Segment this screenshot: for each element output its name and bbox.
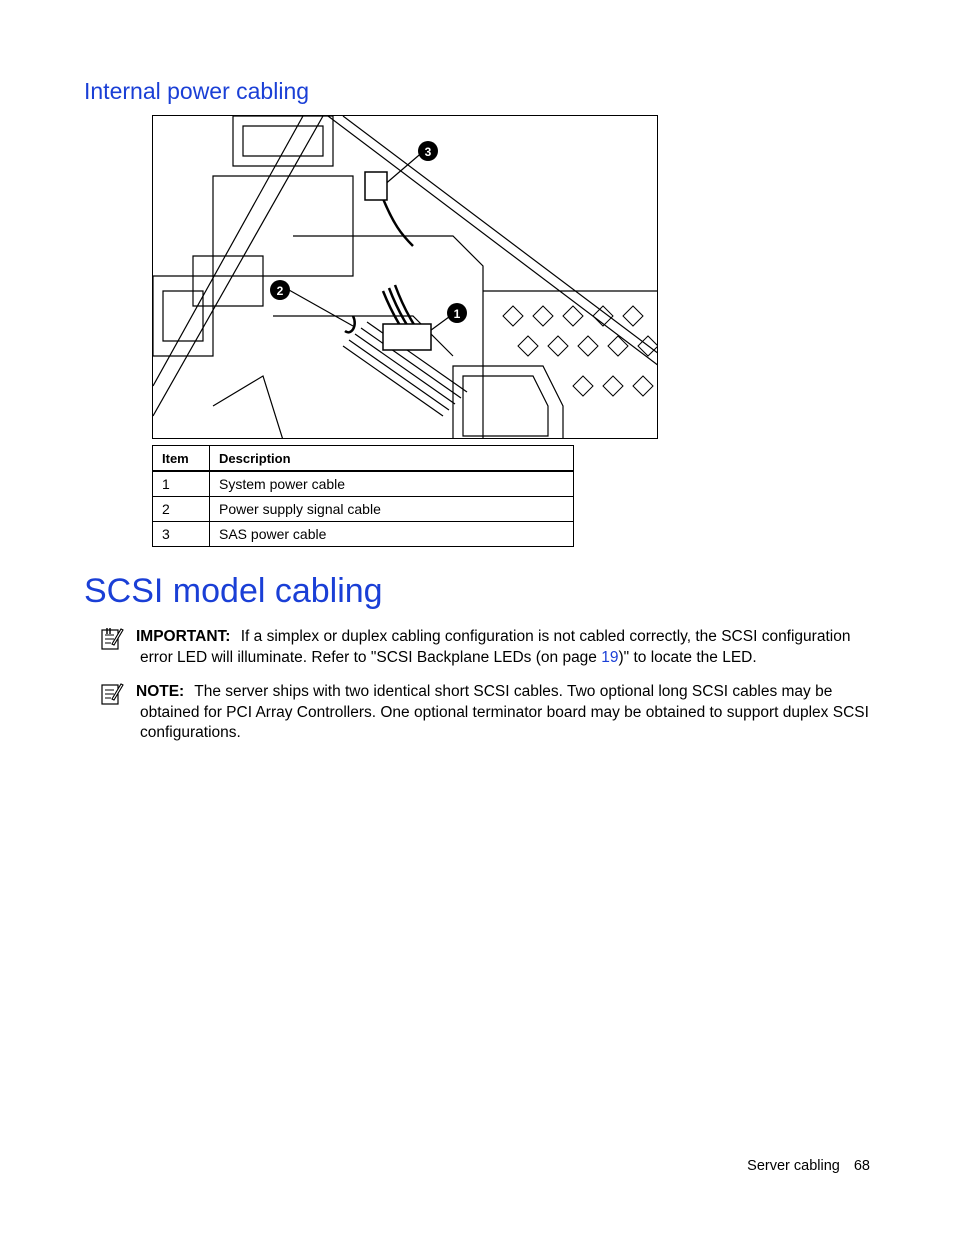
important-note-icon — [100, 627, 124, 651]
item-description: SAS power cable — [210, 522, 574, 547]
important-label: IMPORTANT: — [136, 628, 231, 645]
note-body: The server ships with two identical short SCSI cables. Two optional long SCSI cables may be obtained for PCI Array Controllers. One optional terminator board may be obtained to support duplex SCSI configurations. — [140, 683, 869, 741]
item-description: Power supply signal cable — [210, 497, 574, 522]
svg-text:1: 1 — [453, 307, 461, 321]
table-row — [153, 471, 574, 497]
column-header-description: Description — [210, 446, 574, 472]
svg-text:3: 3 — [424, 145, 432, 159]
note-icon — [100, 682, 124, 706]
callout-2 — [270, 280, 290, 300]
footer-page-number: 68 — [853, 1158, 870, 1174]
column-header-item: Item — [153, 446, 210, 472]
callout-1 — [447, 303, 467, 323]
page-footer — [747, 1158, 870, 1174]
table-row — [153, 497, 574, 522]
table-header-row — [153, 446, 574, 472]
item-number: 3 — [153, 522, 210, 547]
important-body-end: )" to locate the LED. — [618, 648, 757, 666]
svg-text:2: 2 — [276, 284, 284, 298]
item-description: System power cable — [210, 471, 574, 497]
note-text — [136, 682, 880, 744]
item-number: 2 — [153, 497, 210, 522]
important-body-start: If a simplex or duplex cabling configuration is not cabled correctly, the SCSI configuration error LED will illuminate. Refer to "SCSI Backplane LEDs (on page — [140, 628, 851, 666]
table-row — [153, 522, 574, 547]
callout-3 — [418, 141, 438, 161]
server-chassis-illustration — [153, 116, 658, 439]
note-notice — [100, 682, 880, 744]
page-reference-link[interactable]: 19 — [601, 648, 619, 666]
note-label: NOTE: — [136, 683, 185, 700]
section-title: Internal power cabling — [84, 78, 310, 104]
internal-power-cabling-figure — [152, 115, 658, 439]
important-notice — [100, 627, 880, 668]
item-number: 1 — [153, 471, 210, 497]
footer-section-name: Server cabling — [747, 1158, 840, 1174]
important-text — [136, 627, 880, 668]
chapter-title: SCSI model cabling — [84, 572, 383, 610]
cable-items-table — [152, 445, 574, 547]
